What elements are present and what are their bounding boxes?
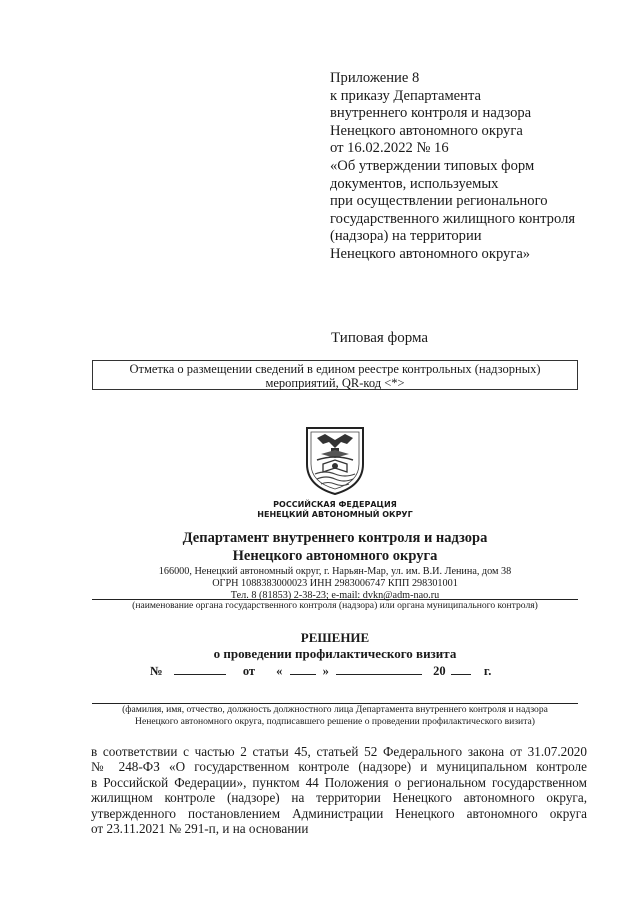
appendix-line: Ненецкого автономного округа: [330, 122, 523, 139]
federation-header: [200, 500, 470, 520]
appendix-block: [330, 70, 620, 264]
decision-title: РЕШЕНИЕ: [300, 630, 370, 645]
department-line1: Департамент внутреннего контроля и надзора: [182, 530, 488, 546]
day-blank: [290, 662, 316, 675]
department-contacts: [120, 566, 550, 602]
decision-subtitle: о проведении профилактического визита: [213, 645, 457, 661]
coat-of-arms-icon: [303, 424, 367, 496]
department-name: [140, 530, 530, 565]
number-sign: №: [150, 664, 163, 678]
from-label: от: [242, 664, 256, 678]
quote-close: »: [322, 664, 329, 678]
qr-registry-box: [92, 360, 578, 390]
body-paragraph: [91, 744, 587, 836]
address: 166000, Ненецкий автономный округ, г. Нарьян-Мар, ул. им. В.И. Ленина, дом 38: [158, 566, 512, 577]
form-type-label: Типовая форма: [331, 330, 429, 346]
authority-caption: (наименование органа государственного контроля (надзора) или органа муниципального контроля): [132, 600, 538, 611]
appendix-line: внутреннего контроля и надзора: [330, 105, 532, 122]
district-name: НЕНЕЦКИЙ АВТОНОМНЫЙ ОКРУГ: [257, 510, 413, 519]
appendix-line: Приложение 8: [330, 70, 420, 86]
body-line: в Российской Федерации», пунктом 44 Положения о региональном государственном: [91, 774, 587, 790]
body-line: жилищном контроле (надзоре) на территории Ненецкого автономного округа,: [91, 790, 587, 806]
department-line2: Ненецкого автономного округа: [232, 547, 438, 564]
decision-number-date-line: [150, 662, 530, 679]
official-caption: [92, 704, 578, 728]
body-line: № 248-ФЗ «О государственном контроле (надзоре) и муниципальном контроле: [91, 759, 587, 775]
qr-box-line1: Отметка о размещении сведений в едином реестре контрольных (надзорных): [129, 362, 541, 376]
appendix-line: «Об утверждении типовых форм: [330, 157, 535, 174]
appendix-line: документов, используемых: [330, 175, 499, 192]
decision-heading: [92, 630, 578, 661]
month-blank: [336, 662, 422, 675]
appendix-line: Ненецкого автономного округа»: [330, 245, 531, 262]
qr-box-line2: мероприятий, QR-код <*>: [265, 376, 405, 390]
ogrn-inn: ОГРН 1088383000023 ИНН 2983006747 КПП 298301001: [212, 578, 458, 589]
year-suffix: г.: [483, 664, 492, 678]
number-blank: [174, 662, 226, 675]
appendix-line: при осуществлении регионального: [330, 193, 548, 210]
body-line: от 23.11.2021 № 291-п, и на основании: [91, 821, 309, 837]
body-line: в соответствии с частью 2 статьи 45, статьей 52 Федерального закона от 31.07.2020: [91, 744, 587, 759]
official-caption-line2: Ненецкого автономного округа, подписавшего решение о проведении профилактического визита): [135, 716, 535, 727]
body-line: утвержденного постановлением Администрации Ненецкого автономного округа: [91, 805, 587, 821]
appendix-line: государственного жилищного контроля: [330, 210, 576, 227]
appendix-line: к приказу Департамента: [330, 87, 481, 104]
year-blank: [451, 662, 471, 675]
appendix-line: от 16.02.2022 № 16: [330, 140, 449, 157]
quote-open: «: [276, 664, 283, 678]
year-prefix: 20: [433, 664, 446, 678]
federation-name: РОССИЙСКАЯ ФЕДЕРАЦИЯ: [273, 500, 397, 509]
phone-email: Тел. 8 (81853) 2-38-23; e-mail: dvkn@adm-nao.ru: [230, 590, 440, 601]
appendix-line: (надзора) на территории: [330, 228, 482, 245]
official-caption-line1: (фамилия, имя, отчество, должность должностного лица Департамента внутреннего контроля и надзора: [122, 704, 548, 715]
